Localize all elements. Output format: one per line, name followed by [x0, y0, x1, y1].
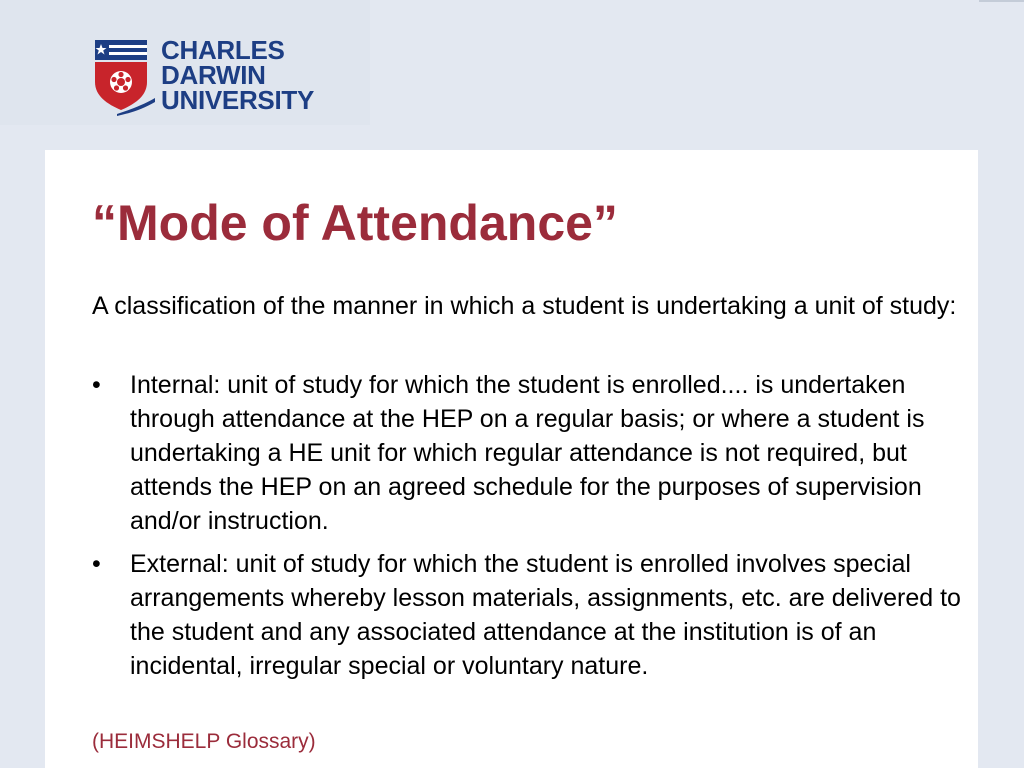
bullet-text: Internal: unit of study for which the student is enrolled.... is undertaken through attendance at the HEP on a regular basis; or where a student is undertaking a HE unit for which regular attendance is not required, but attends the HEP on an agreed schedule for the purposes of supervision and/or instruction.	[130, 371, 925, 535]
top-divider	[979, 0, 1024, 2]
intro-text: A classification of the manner in which a student is undertaking a unit of study:	[92, 292, 957, 320]
bullet-marker: •	[92, 371, 101, 399]
logo-wordmark	[161, 35, 315, 115]
source-citation: (HEIMSHELP Glossary)	[92, 730, 316, 753]
bullet-item-internal	[92, 368, 972, 538]
bullet-text: External: unit of study for which the student is enrolled involves special arrangements whereby lesson materials, assignments, etc. are delivered to the student and any associated attendance at the institution is of an incidental, irregular special or voluntary nature.	[130, 550, 961, 680]
logo-line-2: DARWIN	[161, 60, 266, 90]
logo-line-1: CHARLES	[161, 35, 285, 65]
logo-line-3: UNIVERSITY	[161, 85, 315, 115]
bullet-list	[92, 368, 972, 692]
bullet-marker: •	[92, 550, 101, 578]
bullet-item-external	[92, 547, 972, 683]
slide-title: “Mode of Attendance”	[92, 195, 618, 251]
shield-logo-icon	[95, 38, 155, 116]
university-logo	[95, 35, 365, 118]
